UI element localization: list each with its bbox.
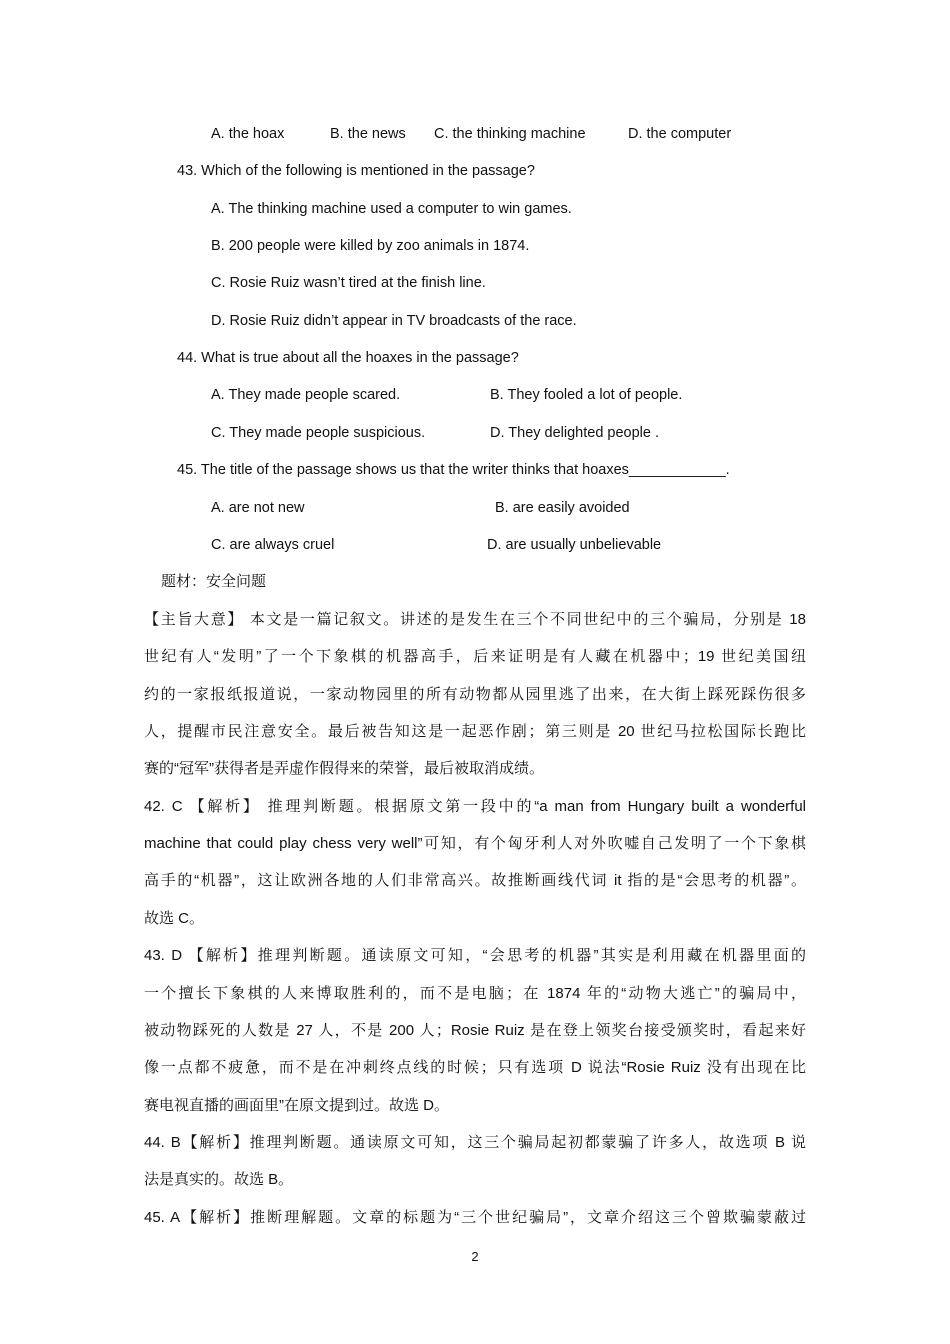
q45-option-d: D. are usually unbelievable bbox=[487, 537, 662, 553]
summary-line: 【主旨大意】 本文是一篇记叙文。讲述的是发生在三个不同世纪中的三个骗局，分别是 18 bbox=[144, 611, 806, 628]
summary-line: 人，提醒市民注意安全。最后被告知这是一起恶作剧；第三则是 20 世纪马拉松国际长跑比 bbox=[144, 723, 806, 740]
q42-option-d: D. the computer bbox=[628, 126, 732, 142]
topic-label: 题材：安全问题 bbox=[161, 573, 267, 590]
q45-option-c: C. are always cruel bbox=[211, 537, 335, 553]
q44-option-a: A. They made people scared. bbox=[211, 387, 401, 403]
q44-option-d: D. They delighted people . bbox=[490, 425, 660, 441]
q42-option-c: C. the thinking machine bbox=[434, 126, 586, 142]
answer-line: 43. D 【解析】推理判断题。通读原文可知，“会思考的机器”其实是利用藏在机器里面的 bbox=[144, 947, 806, 964]
answer-line: 故选 C。 bbox=[144, 910, 205, 927]
q42-option-b: B. the news bbox=[330, 126, 406, 142]
summary-line: 世纪有人“发明”了一个下象棋的机器高手，后来证明是有人藏在机器中；19 世纪美国纽 bbox=[144, 648, 806, 665]
page-number: 2 bbox=[471, 1249, 479, 1264]
q43-option-c: C. Rosie Ruiz wasn’t tired at the finish line. bbox=[211, 275, 486, 291]
answer-line: 42. C 【解析】 推理判断题。根据原文第一段中的“a man from Hungary built a wonderful bbox=[144, 798, 806, 815]
answer-line: 45. A【解析】推断理解题。文章的标题为“三个世纪骗局”，文章介绍这三个曾欺骗蒙蔽过 bbox=[144, 1209, 806, 1226]
q45-option-a: A. are not new bbox=[211, 500, 305, 516]
summary-line: 约的一家报纸报道说，一家动物园里的所有动物都从园里逃了出来，在大街上踩死踩伤很多 bbox=[144, 686, 806, 703]
q43-option-d: D. Rosie Ruiz didn’t appear in TV broadcasts of the race. bbox=[211, 313, 577, 329]
q44-option-b: B. They fooled a lot of people. bbox=[490, 387, 683, 403]
q42-option-a: A. the hoax bbox=[211, 126, 285, 142]
q44-stem: 44. What is true about all the hoaxes in the passage? bbox=[177, 350, 519, 366]
answer-line: machine that could play chess very well”可知，有个匈牙利人对外吹嘘自己发明了一个下象棋 bbox=[144, 835, 806, 852]
answer-line: 法是真实的。故选 B。 bbox=[144, 1171, 294, 1188]
answer-line: 一个擅长下象棋的人来博取胜利的，而不是电脑；在 1874 年的“动物大逃亡”的骗局中， bbox=[144, 985, 806, 1002]
q43-option-b: B. 200 people were killed by zoo animals in 1874. bbox=[211, 238, 530, 254]
q43-option-a: A. The thinking machine used a computer to win games. bbox=[211, 201, 572, 217]
q45-stem: 45. The title of the passage shows us that the writer thinks that hoaxes____________. bbox=[177, 462, 730, 478]
answer-line: 赛电视直播的画面里”在原文提到过。故选 D。 bbox=[144, 1097, 449, 1114]
answer-line: 高手的“机器”，这让欧洲各地的人们非常高兴。故推断画线代词 it 指的是“会思考的机器”。 bbox=[144, 872, 806, 889]
q44-option-c: C. They made people suspicious. bbox=[211, 425, 426, 441]
q43-stem: 43. Which of the following is mentioned in the passage? bbox=[177, 163, 535, 179]
answer-line: 像一点都不疲惫，而不是在冲刺终点线的时候；只有选项 D 说法“Rosie Ruiz 没有出现在比 bbox=[144, 1059, 806, 1076]
answer-line: 44. B【解析】推理判断题。通读原文可知，这三个骗局起初都蒙骗了许多人，故选项 B 说 bbox=[144, 1134, 806, 1151]
q45-option-b: B. are easily avoided bbox=[495, 500, 630, 516]
answer-line: 被动物踩死的人数是 27 人，不是 200 人；Rosie Ruiz 是在登上领奖台接受颁奖时，看起来好 bbox=[144, 1022, 806, 1039]
summary-line: 赛的“冠军”获得者是弄虚作假得来的荣誉，最后被取消成绩。 bbox=[144, 760, 544, 777]
